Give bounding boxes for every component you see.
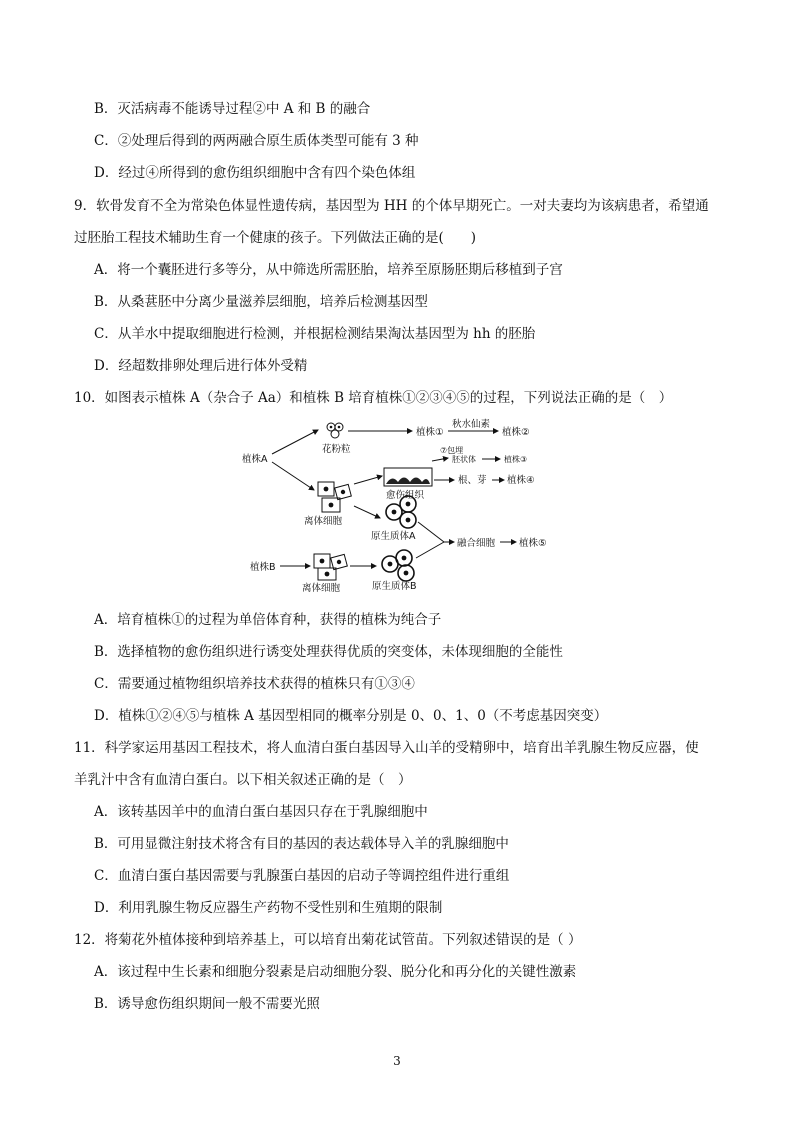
q10-option-d: D．植株①②④⑤与植株 A 基因型相同的概率分别是 0、0、1、0（不考虑基因突变） — [94, 708, 608, 724]
callus-label: 愈伤组织 — [386, 490, 425, 501]
page-number: 3 — [393, 1054, 401, 1068]
q12-option-b: B．诱导愈伤组织期间一般不需要光照 — [94, 996, 320, 1012]
q8-option-c: C．②处理后得到的两两融合原生质体类型可能有 3 种 — [94, 133, 419, 149]
q9-stem-line2: 过胚胎工程技术辅助生育一个健康的孩子。下列做法正确的是( ) — [74, 230, 477, 246]
protoplast-a-label: 原生质体A — [371, 531, 416, 542]
plant2-label: 植株② — [502, 427, 530, 438]
q12-stem: 12．将菊花外植体接种到培养基上，可以培育出菊花试管苗。下列叙述错误的是（ ） — [74, 932, 582, 948]
q10-option-b: B．选择植物的愈伤组织进行诱变处理获得优质的突变体，未体现细胞的全能性 — [94, 644, 563, 660]
plant-breeding-diagram — [236, 418, 556, 596]
pollen-label: 花粉粒 — [322, 444, 351, 455]
plant4-label: 植株④ — [507, 475, 535, 486]
callus-icon — [384, 468, 432, 486]
plant-b-label: 植株B — [250, 562, 276, 573]
q10-option-c: C．需要通过植物组织培养技术获得的植株只有①③④ — [94, 676, 415, 692]
fused-cell-label: 融合细胞 — [457, 538, 496, 549]
q9-stem-line1: 9．软骨发育不全为常染色体显性遗传病，基因型为 HH 的个体早期死亡。一对夫妻均为该病患者，希望通 — [74, 198, 709, 214]
protoplast-b-label: 原生质体B — [372, 581, 417, 592]
q11-option-b: B．可用显微注射技术将含有目的基因的表达载体导入羊的乳腺细胞中 — [94, 836, 509, 852]
q10-stem: 10．如图表示植株 A（杂合子 Aa）和植株 B 培育植株①②③④⑤的过程，下列说法正确的是（ ） — [74, 390, 673, 406]
root-bud-label: 根、芽 — [458, 475, 487, 486]
embed-label: ⑦包埋 — [440, 446, 464, 455]
plant-a-label: 植株A — [242, 454, 268, 465]
q9-option-c: C．从羊水中提取细胞进行检测，并根据检测结果淘汰基因型为 hh 的胚胎 — [94, 326, 536, 342]
q9-option-b: B．从桑葚胚中分离少量滋养层细胞，培养后检测基因型 — [94, 294, 428, 310]
protoplast-b-icon — [382, 550, 414, 581]
isolated-cells-b-icon — [314, 554, 347, 580]
q11-stem-line2: 羊乳汁中含有血清白蛋白。以下相关叙述正确的是（ ） — [74, 772, 412, 788]
q10-option-a: A．培育植株①的过程为单倍体育种，获得的植株为纯合子 — [94, 612, 442, 628]
pollen-icon — [327, 423, 343, 438]
q8-option-d: D．经过④所得到的愈伤组织细胞中含有四个染色体组 — [94, 165, 416, 181]
q8-option-b: B．灭活病毒不能诱导过程②中 A 和 B 的融合 — [94, 101, 371, 117]
q11-option-a: A．该转基因羊中的血清白蛋白基因只存在于乳腺细胞中 — [94, 804, 428, 820]
q11-option-d: D．利用乳腺生物反应器生产药物不受性别和生殖期的限制 — [94, 900, 443, 916]
q11-stem-line1: 11．科学家运用基因工程技术，将人血清白蛋白基因导入山羊的受精卵中，培育出羊乳腺生物反应器，使 — [74, 740, 699, 756]
q9-option-a: A．将一个囊胚进行多等分，从中筛选所需胚胎，培养至原肠胚期后移植到子宫 — [94, 262, 563, 278]
isolated-cells-a-icon — [318, 482, 351, 512]
q12-option-a: A．该过程中生长素和细胞分裂素是启动细胞分裂、脱分化和再分化的关键性激素 — [94, 964, 577, 980]
colchicine-label: 秋水仙素 — [452, 419, 491, 430]
isolated-cells-a-label: 离体细胞 — [304, 516, 343, 527]
plant5-label: 植株⑤ — [519, 538, 547, 549]
q9-option-d: D．经超数排卵处理后进行体外受精 — [94, 358, 308, 374]
plant3-label: 植株③ — [504, 455, 528, 464]
embryoid-label: 胚状体 — [452, 455, 476, 464]
q11-option-c: C．血清白蛋白基因需要与乳腺蛋白基因的启动子等调控组件进行重组 — [94, 868, 510, 884]
plant1-label: 植株① — [416, 427, 444, 438]
isolated-cells-b-label: 离体细胞 — [302, 583, 341, 594]
